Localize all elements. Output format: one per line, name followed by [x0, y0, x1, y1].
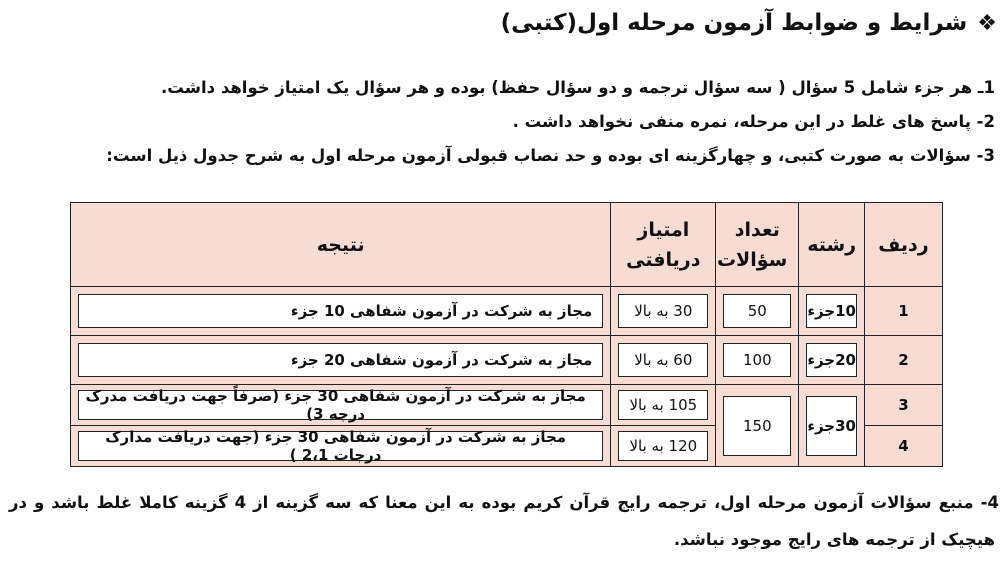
field-cell: 10جزء: [799, 287, 865, 336]
paragraph-1: 1ـ هر جزء شامل 5 سؤال ( سه سؤال ترجمه و دو سؤال حفظ) بوده و هر سؤال یک امتیاز خواهد داشت.: [160, 78, 995, 97]
row-number: 3: [865, 385, 943, 426]
title-text: شرایط و ضوابط آزمون مرحله اول(کتبی): [500, 10, 968, 36]
score-cell: 105 به بالا: [611, 385, 716, 426]
result-cell: مجاز به شرکت در آزمون شفاهی 30 جزء (جهت دریافت مدارک درجات 2،1 ): [71, 426, 611, 467]
paragraph-3: 3- سؤالات به صورت کتبی، و چهارگزینه ای بوده و حد نصاب قبولی آزمون مرحله اول به شرح جدول ذیل است:: [106, 146, 995, 165]
paragraph-4-line-1: 4- منبع سؤالات آزمون مرحله اول، ترجمه رایج قرآن کریم بوده به این معنا که سه گزینه از 4 گزینه کاملا غلط باشد و در: [9, 493, 999, 512]
page-title: [7, 6, 997, 40]
field-cell: 20جزء: [799, 336, 865, 385]
field-cell: 30جزء: [799, 385, 865, 467]
table-row: [71, 287, 943, 336]
diamond-bullet-icon: ❖: [977, 10, 997, 36]
count-cell: 150: [716, 385, 799, 467]
score-cell: 30 به بالا: [611, 287, 716, 336]
count-cell: 100: [716, 336, 799, 385]
row-number: 4: [865, 426, 943, 467]
table-row: [71, 385, 943, 426]
result-cell: مجاز به شرکت در آزمون شفاهی 10 جزء: [71, 287, 611, 336]
paragraph-4-line-2: هیچیک از ترجمه های رایج موجود نباشد.: [673, 530, 995, 549]
row-number: 2: [865, 336, 943, 385]
criteria-table: [70, 202, 943, 467]
score-cell: 120 به بالا: [611, 426, 716, 467]
table-header-row: [71, 203, 943, 287]
count-cell: 50: [716, 287, 799, 336]
header-row-number: ردیف: [865, 203, 943, 287]
table-row: [71, 336, 943, 385]
result-cell: مجاز به شرکت در آزمون شفاهی 30 جزء (صرفاً جهت دریافت مدرک درجه 3): [71, 385, 611, 426]
header-result: نتیجه: [71, 203, 611, 287]
header-score: امتیاز دریافتی: [611, 203, 716, 287]
header-question-count: تعداد سؤالات: [716, 203, 799, 287]
header-field: رشته: [799, 203, 865, 287]
paragraph-2: 2- پاسخ های غلط در این مرحله، نمره منفی نخواهد داشت .: [512, 112, 995, 131]
result-cell: مجاز به شرکت در آزمون شفاهی 20 جزء: [71, 336, 611, 385]
row-number: 1: [865, 287, 943, 336]
score-cell: 60 به بالا: [611, 336, 716, 385]
